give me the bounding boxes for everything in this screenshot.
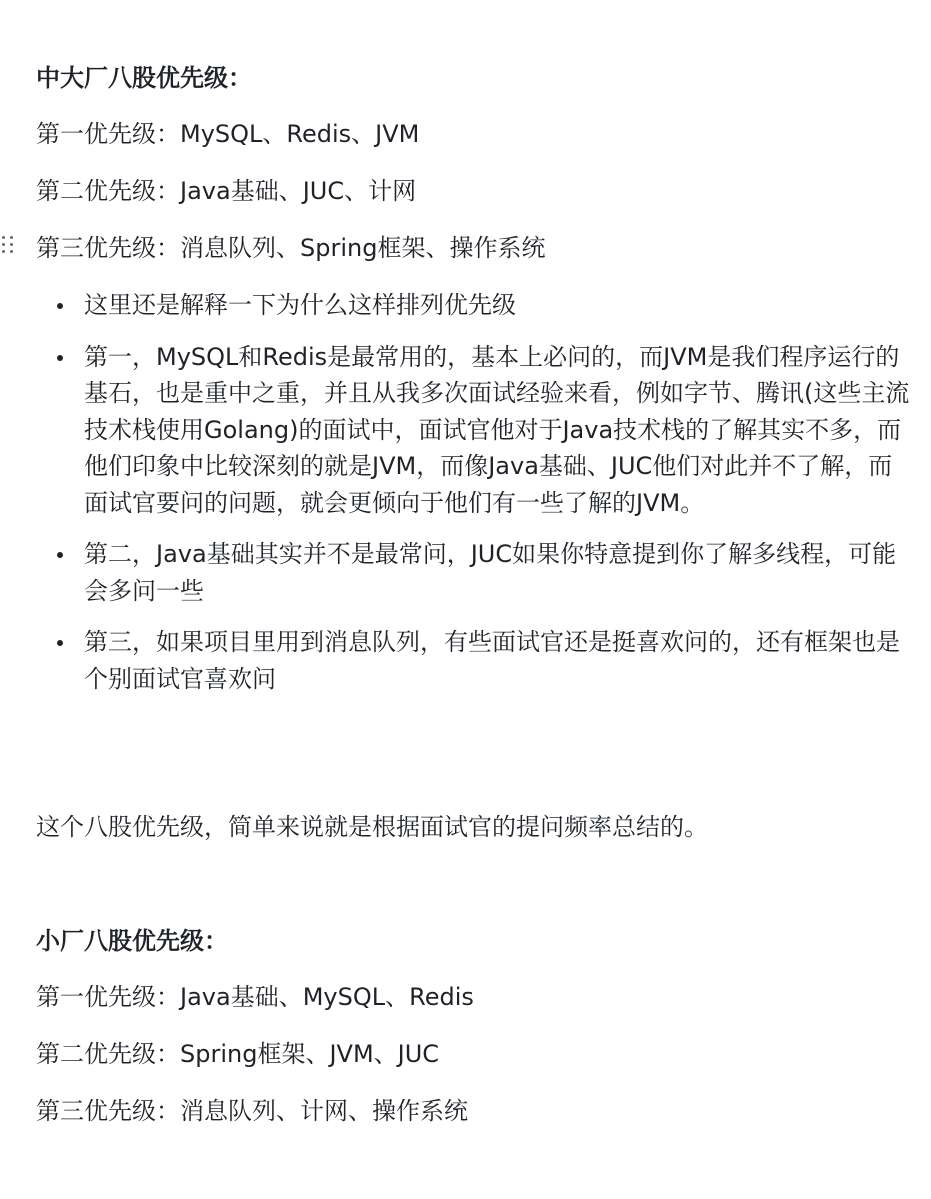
big-company-heading: 中大厂八股优先级： <box>36 64 252 92</box>
big-company-summary: 这个八股优先级，简单来说就是根据面试官的提问频率总结的。 <box>36 813 708 841</box>
small-company-priority-1: 第一优先级：Java基础、MySQL、Redis <box>36 983 474 1011</box>
explanation-intro: 这里还是解释一下为什么这样排列优先级 <box>84 291 516 319</box>
bullet-icon <box>57 303 63 309</box>
small-company-priority-2: 第二优先级：Spring框架、JVM、JUC <box>36 1040 440 1068</box>
explanation-first: 第一，MySQL和Redis是最常用的，基本上必问的，而JVM是我们程序运行的基石，也是重中之重，并且从我多次面试经验来看，例如字节、腾讯(这些主流技术栈使用Golang)的面试中，面试官他对于Java技术栈的了解其实不多，而他们印象中比较深刻的就是JVM，而像Java基础、JUC他们对此并不了解，而面试官要问的问题，就会更倾向于他们有一些了解的JVM。 <box>84 342 910 517</box>
list-item <box>84 536 916 609</box>
list-item <box>84 287 916 324</box>
explanation-list <box>84 287 916 712</box>
big-company-priority-2: 第二优先级：Java基础、JUC、计网 <box>36 177 417 205</box>
bullet-icon <box>57 640 63 646</box>
big-company-priority-1: 第一优先级：MySQL、Redis、JVM <box>36 120 420 148</box>
small-company-priority-3: 第三优先级：消息队列、计网、操作系统 <box>36 1097 468 1125</box>
small-company-heading: 小厂八股优先级： <box>36 927 228 955</box>
list-item <box>84 624 916 697</box>
bullet-icon <box>57 552 63 558</box>
explanation-third: 第三，如果项目里用到消息队列，有些面试官还是挺喜欢问的，还有框架也是个别面试官喜欢问 <box>84 628 900 693</box>
big-company-priority-3: 第三优先级：消息队列、Spring框架、操作系统 <box>36 234 546 262</box>
list-item <box>84 339 916 522</box>
explanation-second: 第二，Java基础其实并不是最常问，JUC如果你特意提到你了解多线程，可能会多问一些 <box>84 540 897 605</box>
bullet-icon <box>57 355 63 361</box>
drag-handle-icon[interactable] <box>2 236 16 256</box>
